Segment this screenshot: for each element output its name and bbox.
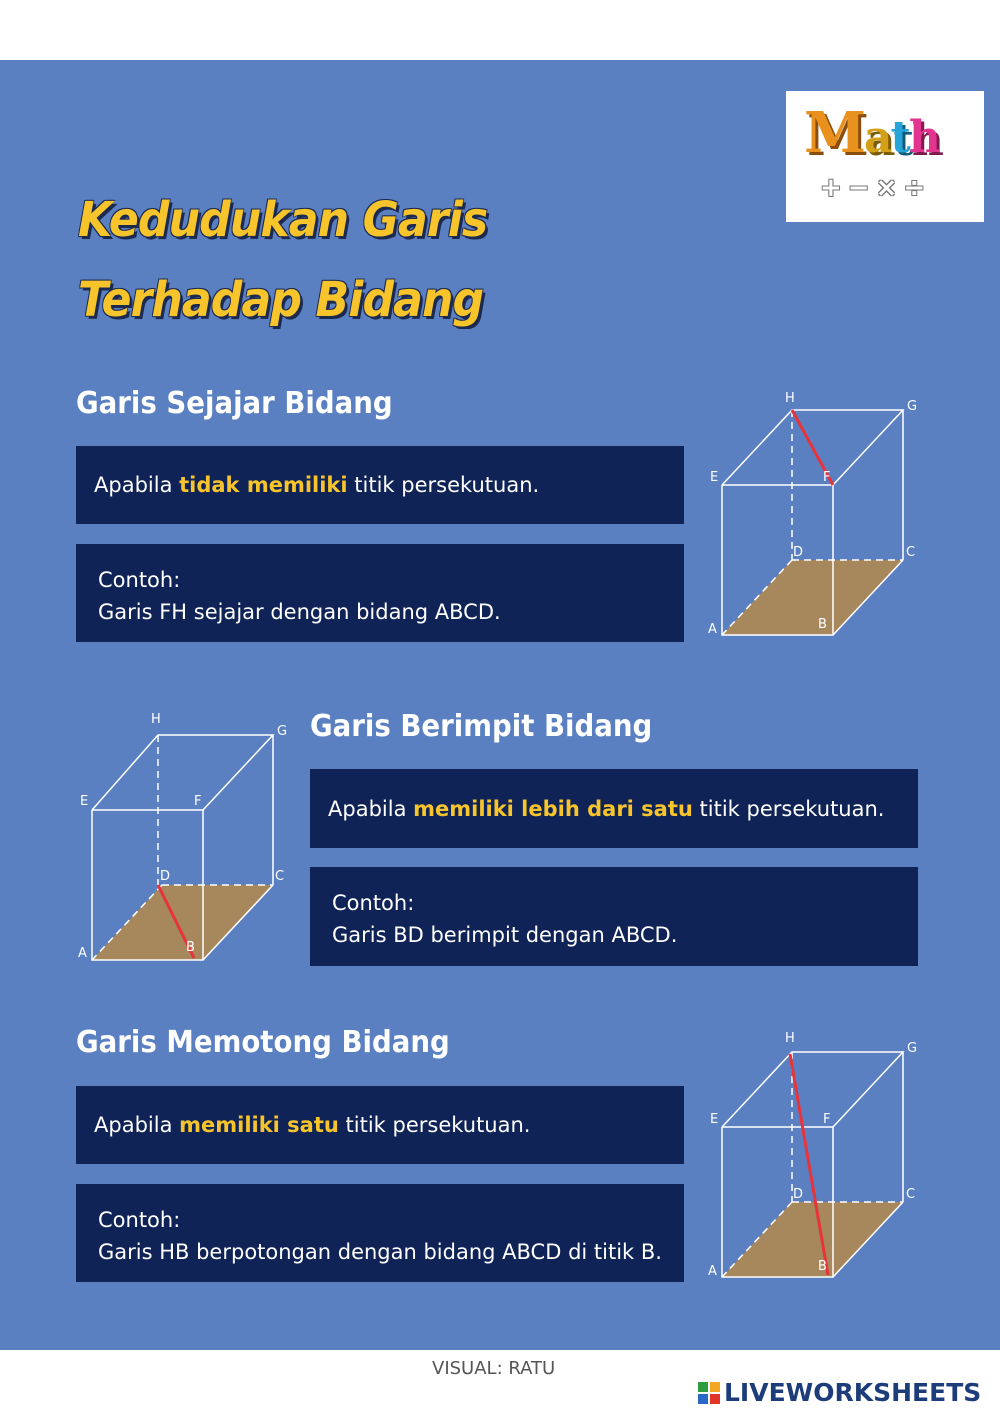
vertex-label-a: A [78, 946, 87, 961]
example-label: Contoh: [332, 891, 415, 915]
definition-box-sejajar [76, 446, 684, 524]
liveworksheets-brand[interactable] [698, 1378, 981, 1407]
vertex-label-d: D [793, 545, 804, 560]
definition-prefix: Apabila [328, 796, 414, 821]
vertex-label-e: E [710, 470, 719, 485]
page-title [78, 180, 487, 340]
definition-suffix: titik persekutuan. [692, 796, 885, 821]
math-logo-word [804, 100, 939, 168]
section-heading-berimpit: Garis Berimpit Bidang [310, 709, 653, 744]
base-plane-abcd [722, 560, 903, 635]
vertex-label-f: F [194, 794, 202, 809]
example-label: Contoh: [98, 568, 181, 592]
example-box-sejajar [76, 544, 684, 642]
vertex-label-e: E [80, 794, 89, 809]
definition-highlight: memiliki lebih dari satu [413, 796, 693, 821]
vertex-label-a: A [708, 622, 717, 637]
cube-diagram-sejajar [700, 380, 930, 650]
vertex-label-b: B [818, 617, 827, 632]
vertex-label-g: G [277, 724, 288, 739]
page-title-line-2: Terhadap Bidang [78, 272, 484, 328]
definition-suffix: titik persekutuan. [338, 1113, 531, 1137]
vertex-label-c: C [906, 1187, 916, 1202]
example-label: Contoh: [98, 1208, 181, 1232]
vertex-label-b: B [186, 940, 195, 955]
example-text: Garis FH sejajar dengan bidang ABCD. [98, 600, 501, 624]
vertex-label-g: G [907, 1041, 918, 1056]
page-title-line-1: Kedudukan Garis [78, 192, 488, 248]
vertex-label-h: H [151, 712, 161, 727]
top-face [92, 735, 273, 810]
definition-suffix: titik persekutuan. [347, 473, 540, 497]
logo-letter-m: M [804, 100, 864, 166]
example-box-memotong [76, 1184, 684, 1282]
example-text: Garis HB berpotongan dengan bidang ABCD di titik B. [98, 1240, 662, 1264]
vertex-label-d: D [160, 869, 171, 884]
vertex-label-h: H [785, 391, 795, 406]
vertex-label-f: F [823, 470, 831, 485]
base-plane-abcd [92, 885, 273, 960]
logo-letter-t: t [890, 112, 909, 163]
definition-highlight: memiliki satu [179, 1113, 339, 1137]
vertex-label-c: C [906, 545, 916, 560]
cube-diagram-berimpit [70, 705, 300, 975]
visual-credit: VISUAL: RATU [432, 1358, 556, 1379]
vertex-label-a: A [708, 1264, 717, 1279]
definition-prefix: Apabila [94, 473, 180, 497]
top-face [722, 1052, 903, 1127]
cube-diagram-memotong [700, 1022, 930, 1292]
vertex-label-g: G [907, 399, 918, 414]
vertex-label-b: B [818, 1259, 827, 1274]
example-box-berimpit [310, 867, 918, 966]
math-logo-operators: +−×÷ [820, 173, 932, 203]
liveworksheets-icon [698, 1382, 720, 1404]
definition-prefix: Apabila [94, 1113, 180, 1137]
definition-box-berimpit [310, 769, 918, 848]
vertex-label-c: C [275, 869, 285, 884]
liveworksheets-wordmark: LIVEWORKSHEETS [724, 1378, 982, 1407]
logo-letter-a: a [864, 112, 891, 163]
base-plane-abcd [722, 1202, 903, 1277]
section-heading-sejajar: Garis Sejajar Bidang [76, 386, 393, 421]
definition-box-memotong [76, 1086, 684, 1164]
definition-highlight: tidak memiliki [179, 473, 348, 497]
vertex-label-h: H [785, 1031, 795, 1046]
vertex-label-e: E [710, 1112, 719, 1127]
vertex-label-f: F [823, 1112, 831, 1127]
vertex-label-d: D [793, 1187, 804, 1202]
math-logo [786, 91, 984, 222]
logo-letter-h: h [908, 112, 939, 163]
example-text: Garis BD berimpit dengan ABCD. [332, 923, 678, 947]
section-heading-memotong: Garis Memotong Bidang [76, 1025, 450, 1060]
